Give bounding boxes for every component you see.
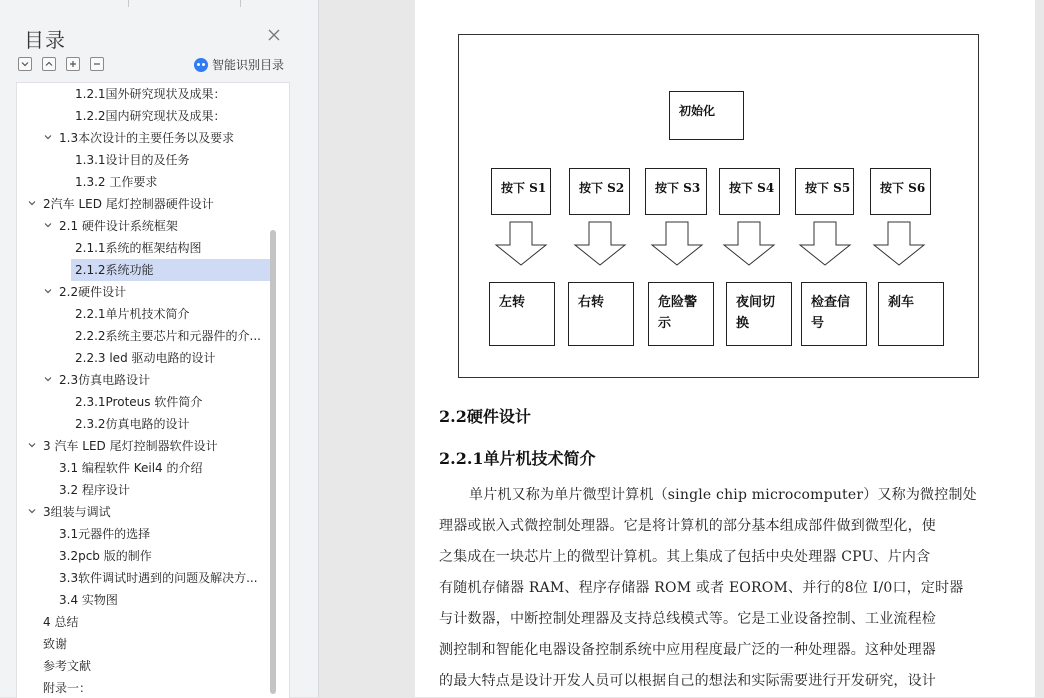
toc-item-label: 3.4 实物图 xyxy=(59,593,118,607)
toc-item[interactable] xyxy=(17,259,289,281)
toc-item[interactable] xyxy=(17,325,289,347)
chevron-down-icon[interactable] xyxy=(43,286,53,296)
flowchart-result-box: 左转 xyxy=(489,282,555,346)
collapse-all-icon[interactable] xyxy=(18,57,32,71)
toc-item[interactable] xyxy=(17,611,289,633)
toc-item[interactable] xyxy=(17,501,289,523)
toc-item-label: 3.2pcb 版的制作 xyxy=(59,549,152,563)
toc-item-label: 2.2硬件设计 xyxy=(59,285,127,299)
flowchart-result-box: 右转 xyxy=(568,282,634,346)
toc-item[interactable] xyxy=(17,369,289,391)
toc-item[interactable] xyxy=(17,479,289,501)
toc-item[interactable] xyxy=(17,589,289,611)
paragraph-line: 测控制和智能化电器设备控制系统中应用程度最广泛的一种处理器。这种处理器 xyxy=(439,642,936,658)
toc-item[interactable] xyxy=(17,171,289,193)
flowchart-result-box: 检查信 号 xyxy=(801,282,867,346)
smart-toc-button[interactable] xyxy=(194,56,284,73)
system-function-flowchart xyxy=(458,34,979,378)
toc-item-label: 3.2 程序设计 xyxy=(59,483,130,497)
toc-item-label: 3组装与调试 xyxy=(43,505,111,519)
document-page xyxy=(415,0,1035,697)
paragraph-line: 之集成在一块芯片上的微型计算机。其上集成了包括中央处理器 CPU、片内含 xyxy=(439,549,931,565)
toc-item-label: 3 汽车 LED 尾灯控制器软件设计 xyxy=(43,439,218,453)
flowchart-button-box: 按下 S6 xyxy=(870,168,931,215)
chevron-down-icon[interactable] xyxy=(27,440,37,450)
toc-item-label: 3.3软件调试时遇到的问题及解决方... xyxy=(59,571,258,585)
close-icon[interactable] xyxy=(266,27,282,43)
toc-item[interactable] xyxy=(17,193,289,215)
toc-item-label: 2.1 硬件设计系统框架 xyxy=(59,219,178,233)
flowchart-result-box: 夜间切 换 xyxy=(726,282,792,346)
collapse-icon[interactable] xyxy=(90,57,104,71)
toc-scrollbar-thumb[interactable] xyxy=(270,230,276,694)
toc-item-label: 1.3本次设计的主要任务以及要求 xyxy=(59,131,235,145)
paragraph-line: 理器或嵌入式微控制处理器。它是将计算机的部分基本组成部件做到微型化，使 xyxy=(439,518,936,534)
toc-item[interactable] xyxy=(17,105,289,127)
toc-item[interactable] xyxy=(17,655,289,677)
paragraph-line: 的最大特点是设计开发人员可以根据自己的想法和实际需要进行开发研究，设计 xyxy=(439,673,936,689)
paragraph-line: 有随机存储器 RAM、程序存储器 ROM 或者 EOROM、并行的8位 I/0口，定时器 xyxy=(439,580,964,596)
toc-sidebar xyxy=(0,0,319,697)
toc-item[interactable] xyxy=(17,391,289,413)
flowchart-button-box: 按下 S3 xyxy=(645,168,707,215)
flowchart-init-box: 初始化 xyxy=(669,91,744,140)
flowchart-button-box: 按下 S4 xyxy=(719,168,780,215)
toc-item[interactable] xyxy=(17,567,289,589)
down-arrow-icon xyxy=(650,221,704,267)
toc-item-label: 2.3.2仿真电路的设计 xyxy=(75,417,190,431)
toc-item-label: 附录一： xyxy=(43,681,92,695)
toc-item[interactable] xyxy=(17,215,289,237)
toc-item-label: 2.3.1Proteus 软件简介 xyxy=(75,395,203,409)
toc-item[interactable] xyxy=(17,83,289,105)
document-view xyxy=(319,0,1044,697)
toc-item-label: 1.3.2 工作要求 xyxy=(75,175,158,189)
toc-item-label: 1.2.2国内研究现状及成果： xyxy=(75,109,226,123)
down-arrow-icon xyxy=(722,221,776,267)
flowchart-button-box: 按下 S1 xyxy=(491,168,551,215)
toc-item[interactable] xyxy=(17,435,289,457)
expand-up-icon[interactable] xyxy=(42,57,56,71)
chevron-down-icon[interactable] xyxy=(43,374,53,384)
chevron-down-icon[interactable] xyxy=(43,132,53,142)
toc-item-label: 2.2.2系统主要芯片和元器件的介... xyxy=(75,329,261,343)
smart-toc-label: 智能识别目录 xyxy=(212,58,285,72)
toc-item[interactable] xyxy=(17,303,289,325)
toc-item[interactable] xyxy=(17,237,289,259)
heading-2-2-1: 2.2.1单片机技术简介 xyxy=(439,449,596,468)
sidebar-top-ruler xyxy=(0,0,318,10)
expand-icon[interactable] xyxy=(66,57,80,71)
toc-item[interactable] xyxy=(17,149,289,171)
chevron-down-icon[interactable] xyxy=(43,220,53,230)
toc-item-label: 3.1元器件的选择 xyxy=(59,527,151,541)
flowchart-button-box: 按下 S2 xyxy=(569,168,630,215)
down-arrow-icon xyxy=(798,221,852,267)
chevron-down-icon[interactable] xyxy=(27,198,37,208)
toc-item[interactable] xyxy=(17,545,289,567)
toc-item-label: 4 总结 xyxy=(43,615,79,629)
toc-list xyxy=(16,82,290,698)
toc-item[interactable] xyxy=(17,677,289,698)
toc-item-label: 2.1.2系统功能 xyxy=(75,263,154,277)
chevron-down-icon[interactable] xyxy=(27,506,37,516)
toc-item[interactable] xyxy=(17,281,289,303)
toc-item-label: 3.1 编程软件 Keil4 的介绍 xyxy=(59,461,203,475)
down-arrow-icon xyxy=(573,221,627,267)
down-arrow-icon xyxy=(494,221,548,267)
down-arrow-icon xyxy=(872,221,926,267)
toc-item[interactable] xyxy=(17,457,289,479)
heading-2-2: 2.2硬件设计 xyxy=(439,407,531,426)
toc-item[interactable] xyxy=(17,523,289,545)
toc-item[interactable] xyxy=(17,127,289,149)
toc-title: 目录 xyxy=(24,28,66,52)
toc-item-label: 参考文献 xyxy=(43,659,92,673)
toc-item-label: 1.2.1国外研究现状及成果： xyxy=(75,87,226,101)
toc-item-label: 2汽车 LED 尾灯控制器硬件设计 xyxy=(43,197,214,211)
toc-item-label: 2.3仿真电路设计 xyxy=(59,373,151,387)
flowchart-button-box: 按下 S5 xyxy=(795,168,854,215)
paragraph-line: 与计数器，中断控制处理器及支持总线模式等。它是工业设备控制、工业流程检 xyxy=(439,611,936,627)
flowchart-result-box: 危险警 示 xyxy=(648,282,714,346)
toc-item-label: 1.3.1设计目的及任务 xyxy=(75,153,190,167)
flowchart-result-box: 刹车 xyxy=(878,282,944,346)
ai-robot-icon xyxy=(194,58,208,72)
toc-item-label: 致谢 xyxy=(43,637,68,651)
toc-item-label: 2.2.3 led 驱动电路的设计 xyxy=(75,351,216,365)
toc-item-label: 2.2.1单片机技术简介 xyxy=(75,307,190,321)
toc-item-label: 2.1.1系统的框架结构图 xyxy=(75,241,202,255)
paragraph-line: 单片机又称为单片微型计算机（single chip microcomputer）又称为微控制处 xyxy=(469,487,977,503)
toc-item[interactable] xyxy=(17,633,289,655)
toc-item[interactable] xyxy=(17,413,289,435)
toc-item[interactable] xyxy=(17,347,289,369)
